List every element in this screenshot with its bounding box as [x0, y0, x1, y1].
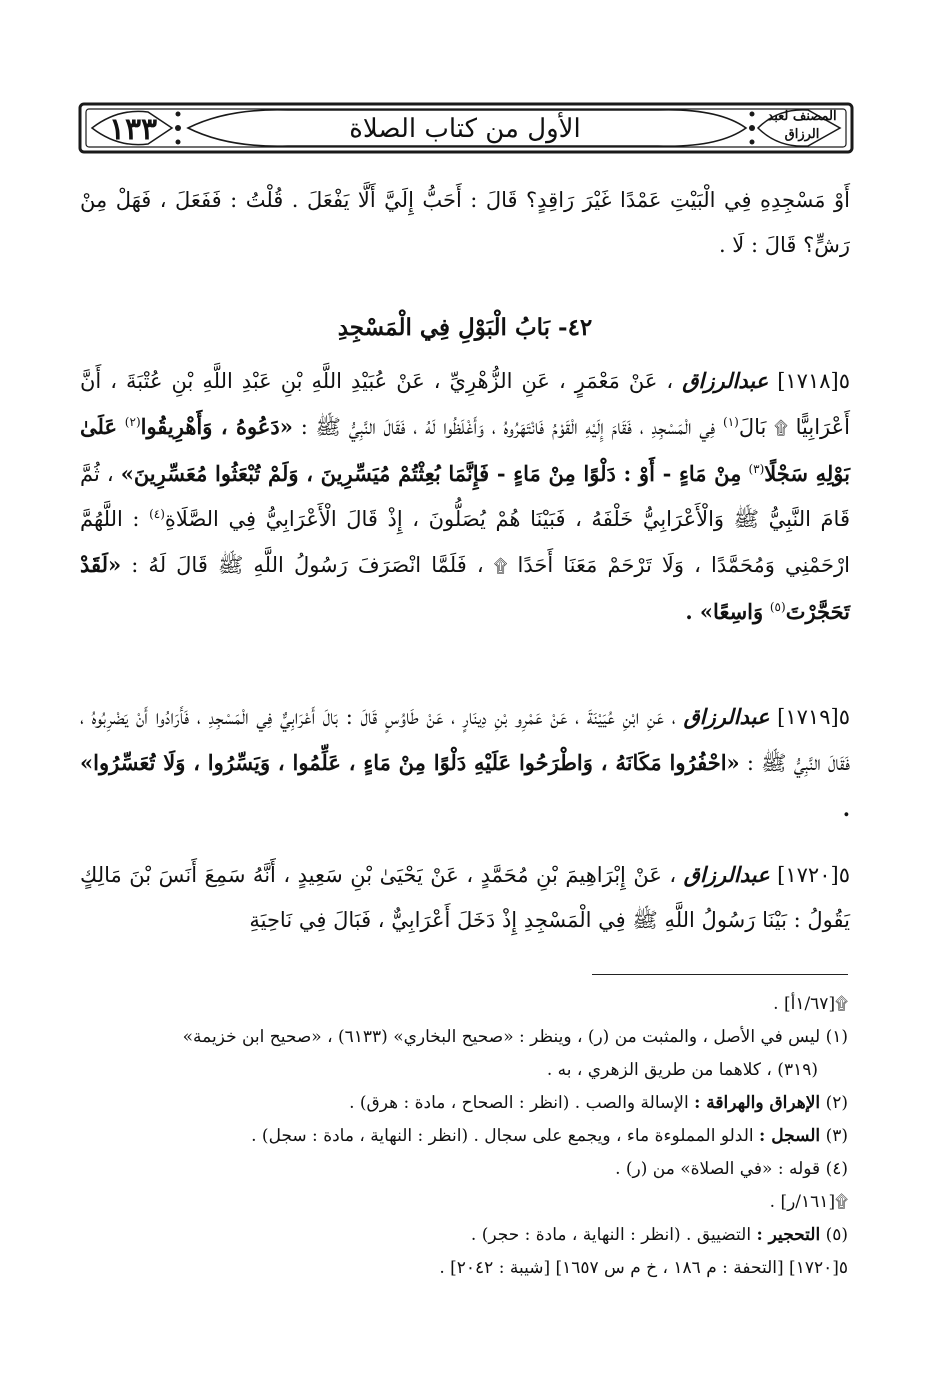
ring-icon: ٥ — [838, 369, 850, 393]
footnote-ref: (٢) — [124, 415, 141, 429]
footnote-ref: (٣) — [748, 462, 765, 476]
footnote-1: (١) ليس في الأصل ، والمثبت من (ر) ، وينظر : «صحيح البخاري» (٦١٣٣) ، «صحيح ابن خزيمة» — [182, 1027, 848, 1047]
footnote-ref: (٥) — [769, 600, 786, 614]
hadith-text: فِي الْمَسْجِدِ ، فَقَامَ إِلَيْهِ الْقَوْمُ فَانْتَهَرُوهُ ، وَأَغْلَظُوا لَهُ ، فَقَالَ النَّبِيُّ ﷺ : — [300, 415, 716, 439]
footnote-4: (٤) قوله : «في الصلاة» من (ر) . — [615, 1159, 848, 1179]
footnote-term: التحجير : — [756, 1225, 821, 1245]
hadith-text: ، عَنْ إِبْرَاهِيمَ بْنِ مُحَمَّدٍ ، عَنْ يَحْيَىٰ بْنِ سَعِيدٍ ، أَنَّهُ سَمِعَ أَنَسَ بْنَ مَالِكٍ يَقُولُ : بَيْنَا رَسُولُ اللَّهِ ﷺ فِي الْمَسْجِدِ إِذْ دَخَلَ أَعْرَابِيٌّ ، فَبَالَ فِي نَاحِيَةِ — [80, 863, 850, 932]
footnote-1-continued: (٣١٩) ، كلاهما من طريق الزهري ، به . — [546, 1060, 818, 1080]
prophetic-quote: «لَقَدْ تَحَجَّرْتَ — [80, 552, 850, 624]
prophetic-quote: مِنْ مَاءٍ - أَوْ : دَلْوًا مِنْ مَاءٍ - فَإِنَّمَا بُعِثْتُمْ مُيَسِّرِينَ ، وَلَمْ تُبْعَثُوا مُعَسِّرِينَ» — [120, 461, 742, 486]
takhrij-reference: ٥[١٧٢٠] [التحفة : م ١٨٦ ، خ م س ١٦٥٧] [شيبة : ٢٠٤٢] . — [439, 1258, 848, 1278]
hadith-number: [١٧١٩] — [777, 705, 839, 729]
chapter-title: ٤٢- بَابُ الْبَوْلِ فِي الْمَسْجِدِ — [337, 314, 593, 341]
footnote-text: الإسالة والصب . (انظر : الصحاح ، مادة : هرق) . — [349, 1093, 689, 1113]
hadith-text: ، فَلَمَّا انْصَرَفَ رَسُولُ اللَّهِ ﷺ قَالَ لَهُ : — [131, 553, 484, 577]
footnote-number: (٣) — [825, 1126, 848, 1146]
hadith-text: ، عَنْ مَعْمَرٍ ، عَنِ الزُّهْرِيِّ ، عَنْ عُبَيْدِ اللَّهِ بْنِ عَبْدِ اللَّهِ بْنِ عُتْبَةَ ، أَنَّ أَعْرَابِيًّا — [80, 369, 851, 439]
footnote-separator — [592, 974, 848, 975]
footnote-number: (٥) — [825, 1225, 848, 1245]
prophetic-quote: «دَعُوهُ ، وَأَهْرِيقُوا — [140, 414, 293, 439]
footnote-5 — [80, 1219, 848, 1252]
footnote-term: الإهراق والهراقة : — [694, 1093, 821, 1113]
footnote-text: التضييق . (انظر : النهاية ، مادة : حجر) . — [470, 1225, 752, 1245]
book-emblem: المصنف لعبد الرزاق — [767, 109, 837, 142]
continuation-text: أَوْ مَسْجِدِهِ فِي الْبَيْتِ عَمْدًا غَيْرَ رَاقِدٍ؟ قَالَ : أَحَبُّ إِلَيَّ أَلَّا يَفْعَلَ . قُلْتُ : فَفَعَلَ ، فَهَلْ مِنْ رَشٍّ؟ قَالَ : لَا . — [80, 188, 850, 257]
hadith-text: ، عَنِ ابْنِ عُيَيْنَةَ ، عَنْ عَمْرِو بْنِ دِينَارٍ ، عَنْ طَاوُسٍ قَالَ : بَالَ أَعْرَابِيٌّ فِي الْمَسْجِدِ ، فَأَرَادُوا أَنْ يَضْرِبُوهُ ، فَقَالَ النَّبِيُّ ﷺ : — [80, 705, 850, 775]
hadith-1718 — [80, 358, 850, 635]
author-name: عبدالرزاق — [683, 704, 770, 729]
ring-icon: ٥ — [838, 705, 850, 729]
running-title: الأول من كتاب الصلاة — [349, 114, 581, 144]
footnote-term: السجل : — [759, 1126, 821, 1146]
hadith-number: [١٧١٨] — [777, 369, 839, 393]
author-name: عبدالرزاق — [683, 862, 770, 887]
continuation-paragraph — [80, 178, 850, 268]
footnotes — [80, 988, 848, 1285]
hadith-1719 — [80, 694, 850, 832]
footnote-3 — [80, 1120, 848, 1153]
footnote-2 — [80, 1087, 848, 1120]
page-number: ١٣٣ — [108, 112, 158, 147]
hadith-text: بَالَ — [738, 415, 767, 439]
hadith-text: : اللَّهُمَّ ارْحَمْنِي وَمُحَمَّدًا ، وَلَا تَرْحَمْ مَعَنَا أَحَدًا — [80, 507, 850, 577]
manuscript-note: ۩[١/٦٧أ] . — [773, 994, 848, 1014]
footnote-ref: (٤) — [149, 507, 165, 521]
ring-icon: ٥ — [838, 863, 850, 887]
footnote-text: الدلو المملوءة ماء ، ويجمع على سجال . (انظر : النهاية ، مادة : سجل) . — [251, 1126, 754, 1146]
prophetic-quote: عَلَىٰ بَوْلِهِ سَجْلًا — [80, 414, 850, 486]
hadith-text: ، ثُمَّ قَامَ النَّبِيُّ ﷺ وَالْأَعْرَابِيُّ خَلْفَهُ ، فَبَيْنَا هُمْ يُصَلُّونَ ، إِذْ قَالَ الْأَعْرَابِيُّ فِي الصَّلَاةِ — [80, 462, 850, 531]
manuscript-mark-icon: ۩ — [774, 418, 788, 439]
author-name: عبدالرزاق — [682, 368, 769, 393]
footnote-ref: (١) — [723, 415, 739, 429]
hadith-1720 — [80, 852, 850, 943]
manuscript-mark-icon: ۩ — [493, 556, 508, 577]
prophetic-quote: «احْفُرُوا مَكَانَهُ ، وَاطْرَحُوا عَلَيْهِ دَلْوًا مِنْ مَاءٍ ، عَلِّمُوا ، وَيَسِّرُوا ، وَلَا تُعَسِّرُوا» . — [80, 750, 850, 821]
footnote-number: (٢) — [825, 1093, 848, 1113]
hadith-number: [١٧٢٠] — [777, 863, 839, 887]
prophetic-quote: وَاسِعًا» . — [685, 599, 764, 624]
manuscript-note: ۩[١٦١/ر] . — [769, 1192, 848, 1212]
